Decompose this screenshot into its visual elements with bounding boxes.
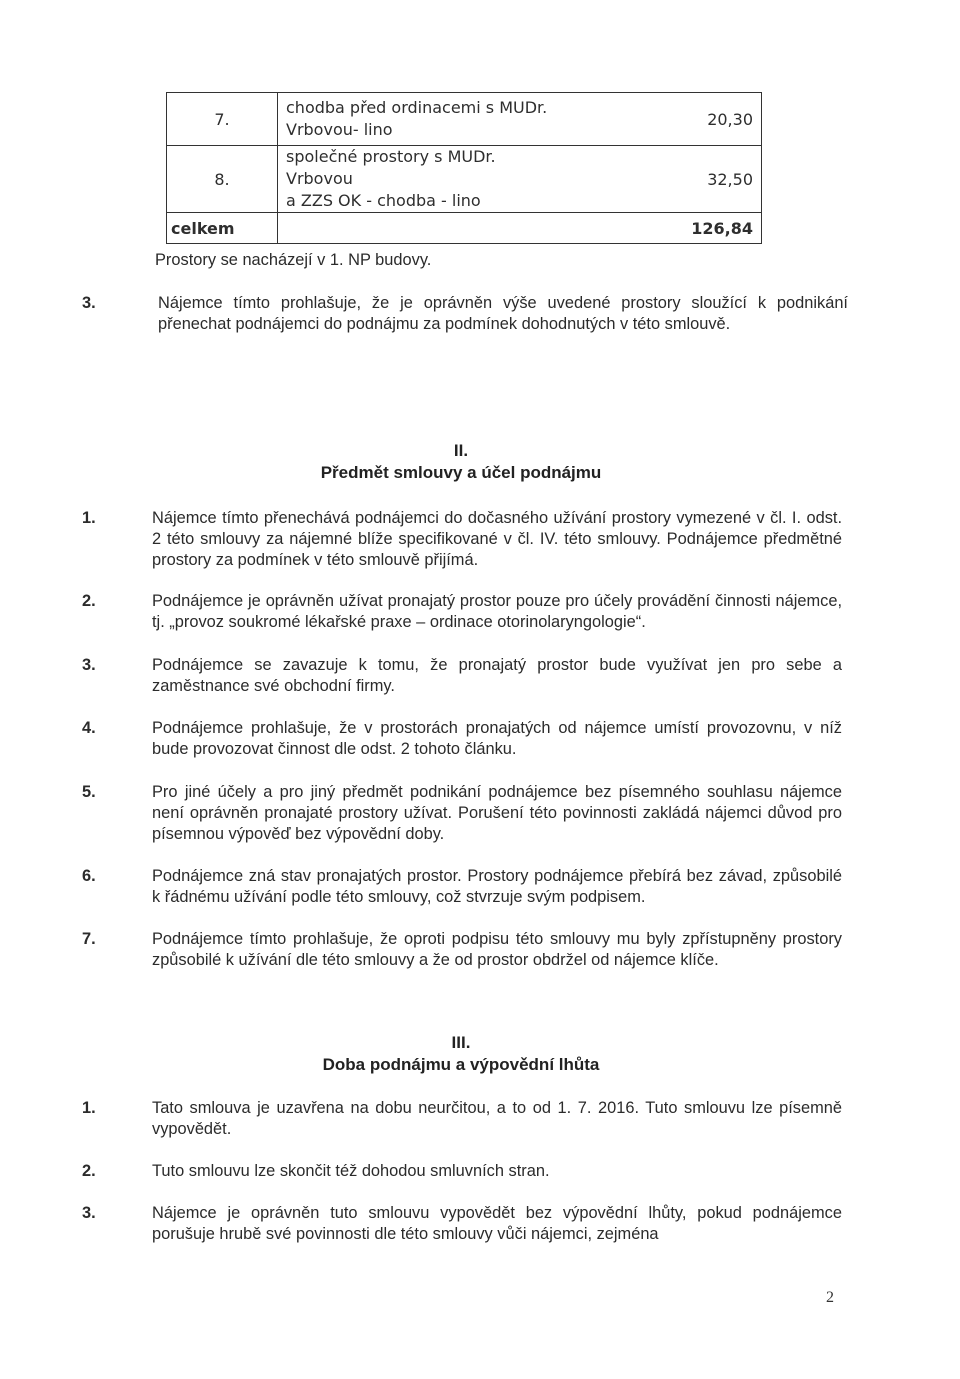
section-roman: III. bbox=[451, 1033, 471, 1052]
intro-line: Prostory se nacházejí v 1. NP budovy. bbox=[155, 251, 432, 269]
table-total-row bbox=[167, 213, 762, 244]
table-row bbox=[167, 93, 762, 146]
section-title: Předmět smlouvy a účel podnájmu bbox=[320, 463, 602, 482]
paragraph-text: Podnájemce prohlašuje, že v prostorách pronajatých od nájemce umístí provozovnu, v níž bude provozovat činnost dle odst. 2 tohoto článku. bbox=[152, 719, 842, 758]
paragraph-number: 5. bbox=[82, 783, 96, 801]
total-label: celkem bbox=[167, 213, 278, 244]
paragraph-text: Podnájemce zná stav pronajatých prostor. Prostory podnájemce přebírá bez závad, způsobilé k řádnému užívání podle této smlouvy, což stvrzuje svým podpisem. bbox=[152, 867, 842, 906]
row-description bbox=[278, 93, 565, 146]
paragraph-text: Tato smlouva je uzavřena na dobu neurčitou, a to od 1. 7. 2016. Tuto smlouvu lze písemně vypovědět. bbox=[152, 1099, 842, 1138]
page-number: 2 bbox=[826, 1289, 834, 1306]
total-value: 126,84 bbox=[564, 213, 762, 244]
paragraph-text: Nájemce je oprávněn tuto smlouvu vypovědět bez výpovědní lhůty, pokud podnájemce porušuje hrubě své povinnosti dle této smlouvy vůči nájemci, zejména bbox=[152, 1204, 842, 1243]
paragraph-text: Nájemce tímto prohlašuje, že je oprávněn výše uvedené prostory sloužící k podnikání přenechat podnájemci do podnájmu za podmínek dohodnutých v této smlouvě. bbox=[158, 294, 848, 333]
row-description-line: společné prostory s MUDr. Vrbovou bbox=[286, 147, 496, 188]
paragraph-text: Podnájemce je oprávněn užívat pronajatý prostor pouze pro účely provádění činnosti nájemce, tj. „provoz soukromé lékařské praxe – ordinace otorinolaryngologie“. bbox=[152, 592, 842, 631]
premises-table bbox=[166, 92, 762, 244]
paragraph-number: 3. bbox=[82, 656, 96, 674]
row-number: 8. bbox=[167, 146, 278, 213]
section-title: Doba podnájmu a výpovědní lhůta bbox=[322, 1055, 600, 1074]
paragraph-text: Podnájemce se zavazuje k tomu, že pronajatý prostor bude využívat jen pro sebe a zaměstnance své obchodní firmy. bbox=[152, 656, 842, 695]
paragraph-text: Podnájemce tímto prohlašuje, že oproti podpisu této smlouvy mu byly zpřístupněny prostory způsobilé k užívání dle této smlouvy a že od prostor obdržel od nájemce klíče. bbox=[152, 930, 842, 969]
paragraph-number: 6. bbox=[82, 867, 96, 885]
row-description-line: Vrbovou- lino bbox=[286, 120, 393, 139]
table-row bbox=[167, 146, 762, 213]
paragraph-number: 2. bbox=[82, 592, 96, 610]
paragraph-number: 1. bbox=[82, 509, 96, 527]
paragraph-number: 3. bbox=[82, 1204, 96, 1222]
paragraph-text: Tuto smlouvu lze skončit též dohodou smluvních stran. bbox=[152, 1162, 550, 1180]
paragraph-text: Pro jiné účely a pro jiný předmět podnikání podnájemce bez písemného souhlasu nájemce není oprávněn pronajaté prostory užívat. Porušení této povinnosti zakládá nájemci důvod pro písemnou výpověď bez výpovědní doby. bbox=[152, 783, 842, 843]
row-description-line: a ZZS OK - chodba - lino bbox=[286, 191, 481, 210]
paragraph-text: Nájemce tímto přenechává podnájemci do dočasného užívání prostory vymezené v čl. I. odst. 2 této smlouvy za nájemné blíže specifikované v čl. IV. této smlouvy. Podnájemce předmětné prostory za podmínek v této smlouvě přijímá. bbox=[152, 509, 842, 569]
row-number: 7. bbox=[167, 93, 278, 146]
section-roman: II. bbox=[453, 441, 469, 460]
row-description-line: chodba před ordinacemi s MUDr. bbox=[286, 98, 548, 117]
row-area: 20,30 bbox=[564, 93, 762, 146]
paragraph-number: 2. bbox=[82, 1162, 96, 1180]
paragraph-number: 3. bbox=[82, 294, 96, 312]
row-description bbox=[278, 146, 565, 213]
total-spacer bbox=[278, 213, 565, 244]
row-area: 32,50 bbox=[564, 146, 762, 213]
paragraph-number: 4. bbox=[82, 719, 96, 737]
paragraph-number: 7. bbox=[82, 930, 96, 948]
paragraph-number: 1. bbox=[82, 1099, 96, 1117]
